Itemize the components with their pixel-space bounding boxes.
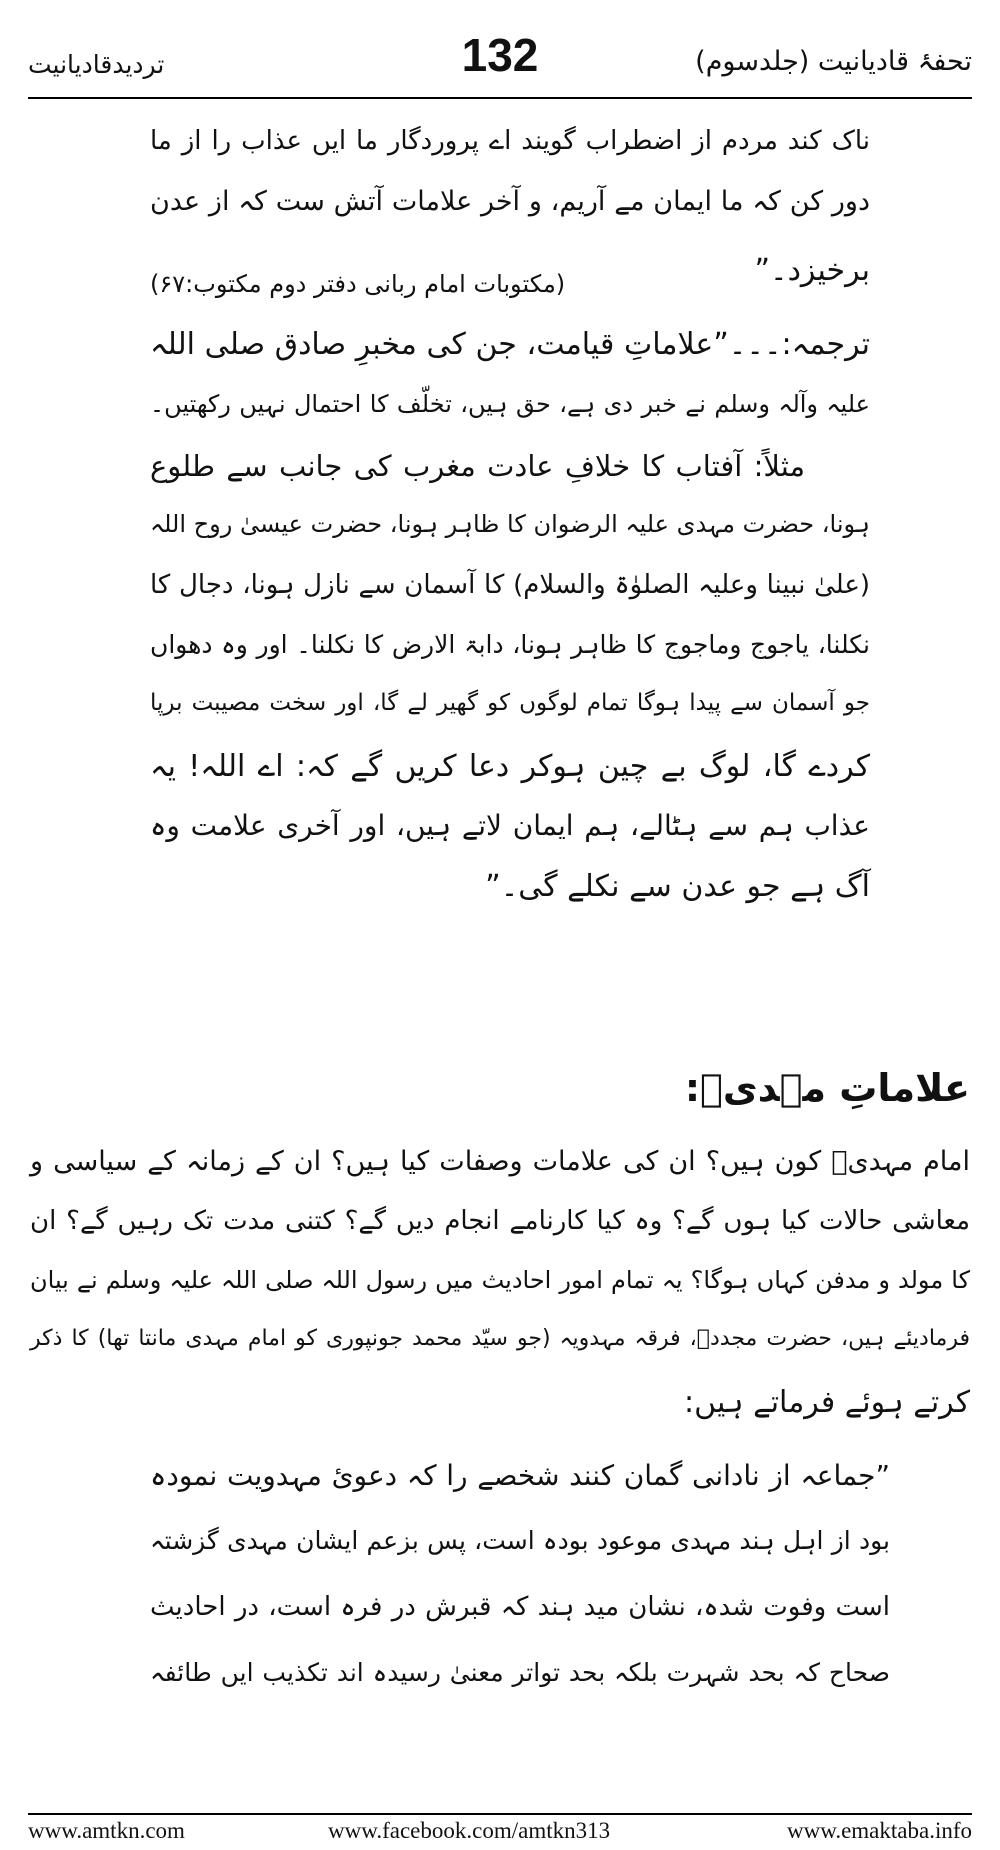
quote2-line: ”جماعہ از نادانی گمان کنند شخصے را کہ دعوئ مہدویت نمودہ [150,1459,890,1492]
footer-link-emaktaba[interactable]: www.emaktaba.info [787,1818,972,1843]
quote2-line: است وفوت شدہ، نشان مید ہند کہ قبرش در فرہ است، در احادیث [150,1592,890,1622]
quote1-line: ناک کند مردم از اضطراب گویند اے پروردگار ما ایں عذاب را از ما [150,126,870,156]
footer-link-amtkn[interactable]: www.amtkn.com [28,1818,185,1843]
translation-line: آگ ہے جو عدن سے نکلے گی۔” [485,869,870,904]
quote1-citation: (مکتوبات امام ربانی دفتر دوم مکتوب:۶۷) [150,270,566,298]
quote1-line: دور کن کہ ما ایمان مے آریم، و آخر علامات آتش ست کہ از عدن [150,186,870,217]
translation-line: عذاب ہم سے ہٹالے، ہم ایمان لاتے ہیں، اور آخری علامت وہ [150,809,870,842]
page-number: 132 [461,29,539,81]
quote2-line: بود از اہل ہند مہدی موعود بودہ است، پس بزعم ایشان مہدی گزشتہ [150,1526,890,1555]
section-line: امام مہدیؓ کون ہیں؟ ان کی علامات وصفات کیا ہیں؟ ان کے زمانہ کے سیاسی و [30,1146,970,1177]
translation-line: (علیٰ نبینا وعلیہ الصلوٰۃ والسلام) کا آسمان سے نازل ہونا، دجال کا [150,570,870,600]
section-line: معاشی حالات کیا ہوں گے؟ وہ کیا کارنامے انجام دیں گے؟ کتنی مدت تک رہیں گے؟ ان [30,1206,970,1236]
header-left-title: تردیدقادیانیت [28,50,165,79]
header-right-title: تحفۂ قادیانیت (جلدسوم) [695,46,972,77]
section-line: کا مولد و مدفن کہاں ہوگا؟ یہ تمام امور احادیث میں رسول اللہ صلی اللہ علیہ وسلم نے بیان [30,1266,970,1294]
quote2-line: صحاح کہ بحد شہرت بلکہ بحد تواتر معنیٰ رسیدہ اند تکذیب ایں طائفہ [150,1658,890,1687]
translation-line: نکلنا، یاجوج وماجوج کا ظاہر ہونا، دابۃ الارض کا نکلنا۔ اور وہ دھواں [150,630,870,659]
footer-rule [28,1813,972,1815]
translation-line: جو آسمان سے پیدا ہوگا تمام لوگوں کو گھیر لے گا، اور سخت مصیبت برپا [150,690,870,716]
translation-line: مثلاً: آفتاب کا خلافِ عادت مغرب کی جانب سے طلوع [150,449,805,483]
translation-line: ہونا، حضرت مہدی علیہ الرضوان کا ظاہر ہونا، حضرت عیسیٰ روح اللہ [150,510,870,538]
section-line: کرتے ہوئے فرماتے ہیں: [684,1385,970,1420]
translation-line: علیہ وآلہ وسلم نے خبر دی ہے، حق ہیں، تخلّف کا احتمال نہیں رکھتیں۔ [150,390,870,418]
quote1-line: برخیزد۔” [754,253,870,288]
translation-line: ترجمہ:۔۔۔”علاماتِ قیامت، جن کی مخبرِ صادق صلی اللہ [150,327,870,362]
page-footer [28,1818,972,1846]
section-line: فرمادیئے ہیں، حضرت مجددؒ، فرقہ مہدویہ (جو سیّد محمد جونپوری کو امام مہدی مانتا تھا) کا ذکر [30,1326,970,1351]
footer-link-facebook[interactable]: www.facebook.com/amtkn313 [328,1818,611,1843]
section-heading: علاماتِ مہدیؓ: [684,1066,970,1110]
translation-line: کردے گا، لوگ بے چین ہوکر دعا کریں گے کہ: اے اللہ! یہ [150,749,870,784]
